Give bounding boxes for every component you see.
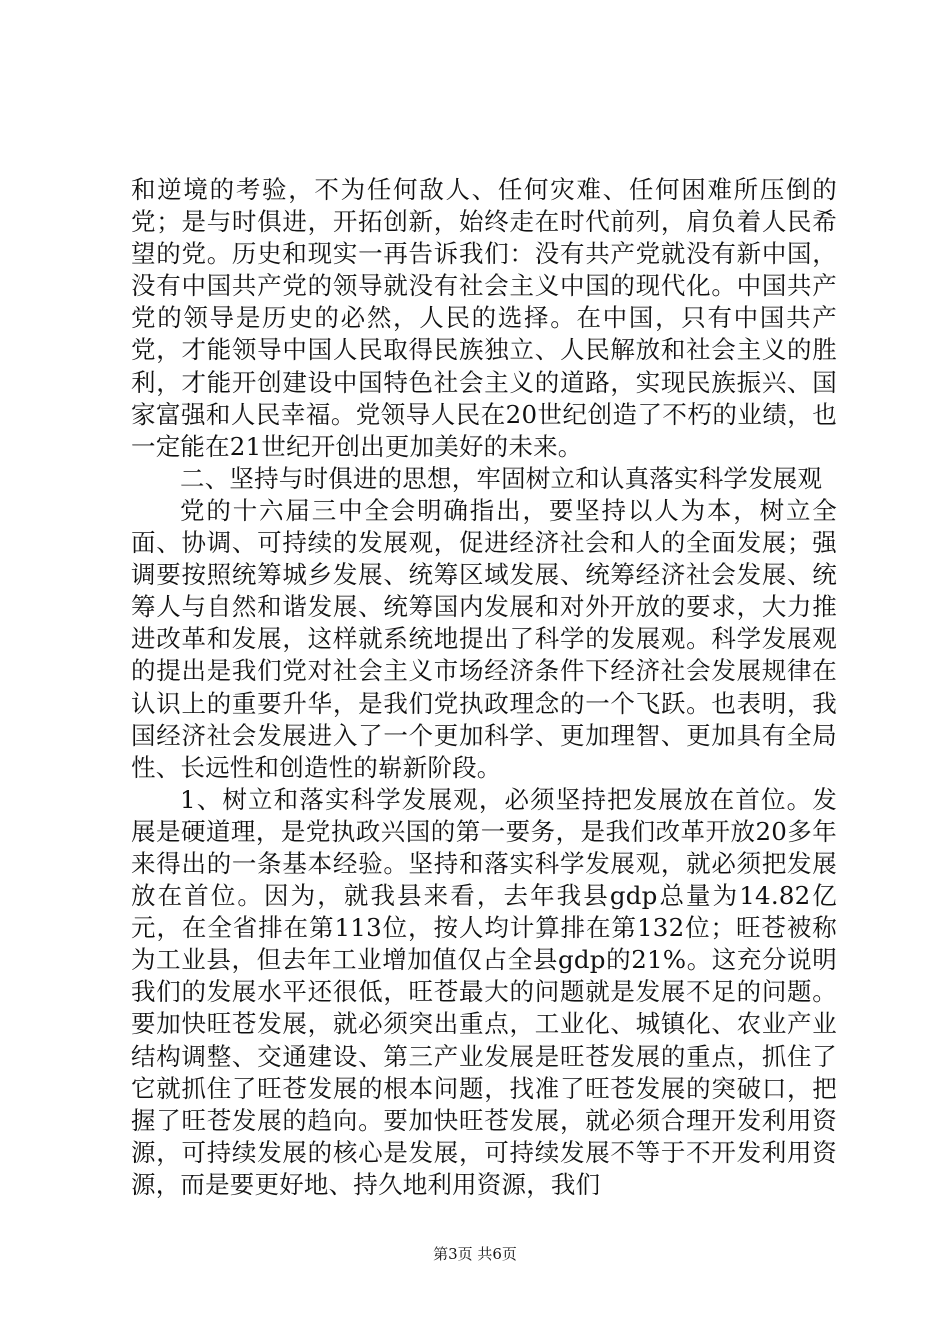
- section-heading: 二、坚持与时俱进的思想，牢固树立和认真落实科学发展观: [180, 463, 823, 493]
- paragraph-body: 党的十六届三中全会明确指出，要坚持以人为本，树立全面、协调、可持续的发展观，促进经济社会和人的全面发展；强调要按照统筹城乡发展、统筹区域发展、统筹经济社会发展、统筹人与自然和谐发展、统筹国内发展和对外开放的要求，大力推进改革和发展，这样就系统地提出了科学的发展观。科学发展观的提出是我们党对社会主义市场经济条件下经济社会发展规律在认识上的重要升华，是我们党执政理念的一个飞跃。也表明，我国经济社会发展进入了一个更加科学、更加理智、更加具有全局性、长远性和创造性的崭新阶段。: [131, 495, 837, 782]
- document-body: [131, 174, 837, 1201]
- paragraph-point-1: 1、树立和落实科学发展观，必须坚持把发展放在首位。发展是硬道理，是党执政兴国的第一要务，是我们改革开放20多年来得出的一条基本经验。坚持和落实科学发展观，就必须把发展放在首位。因为，就我县来看，去年我县gdp总量为14.82亿元，在全省排在第113位，按人均计算排在第132位；旺苍被称为工业县，但去年工业增加值仅占全县gdp的21%。这充分说明我们的发展水平还很低，旺苍最大的问题就是发展不足的问题。要加快旺苍发展，就必须突出重点，工业化、城镇化、农业产业结构调整、交通建设、第三产业发展是旺苍发展的重点，抓住了它就抓住了旺苍发展的根本问题，找准了旺苍发展的突破口，把握了旺苍发展的趋向。要加快旺苍发展，就必须合理开发利用资源，可持续发展的核心是发展，可持续发展不等于不开发利用资源，而是要更好地、持久地利用资源，我们: [131, 784, 837, 1199]
- paragraph-continuation: 和逆境的考验，不为任何敌人、任何灾难、任何困难所压倒的党；是与时俱进，开拓创新，始终走在时代前列，肩负着人民希望的党。历史和现实一再告诉我们：没有共产党就没有新中国，没有中国共产党的领导就没有社会主义中国的现代化。中国共产党的领导是历史的必然，人民的选择。在中国，只有中国共产党，才能领导中国人民取得民族独立、人民解放和社会主义的胜利，才能开创建设中国特色社会主义的道路，实现民族振兴、国家富强和人民幸福。党领导人民在20世纪创造了不朽的业绩，也一定能在21世纪开创出更加美好的未来。: [131, 175, 837, 461]
- page-footer: [0, 1244, 950, 1264]
- page-number: 第3页 共6页: [433, 1245, 517, 1263]
